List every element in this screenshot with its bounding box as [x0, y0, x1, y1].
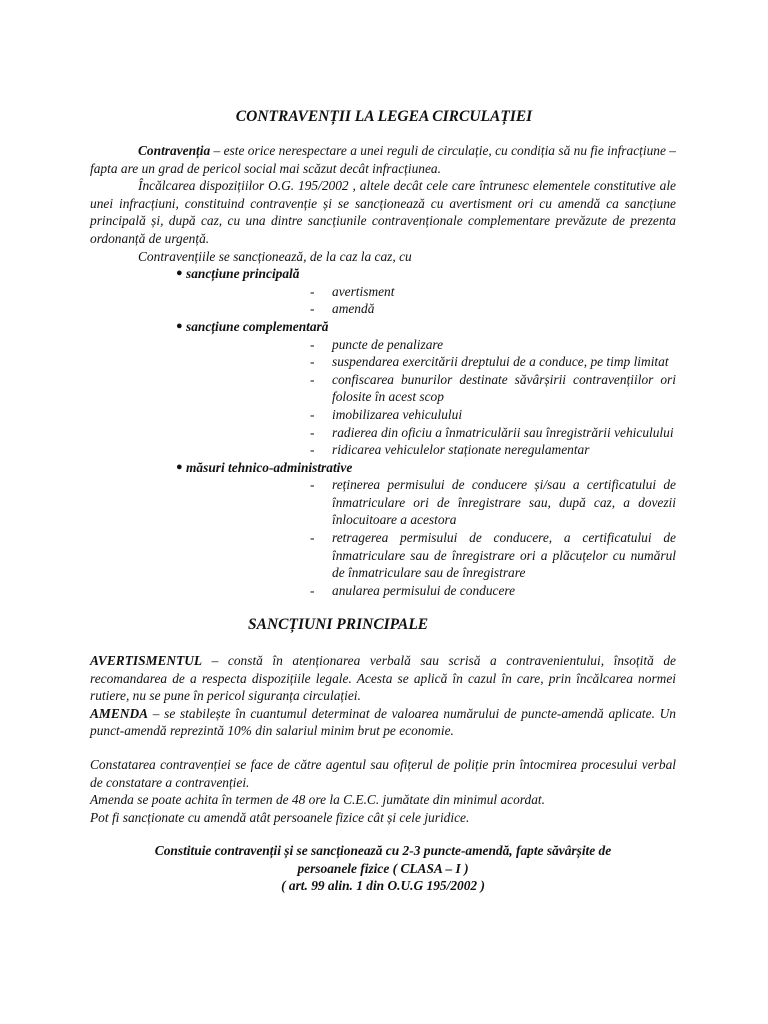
list-item: - ridicarea vehiculelor staționate neregulamentar	[310, 442, 590, 458]
class-heading-line1: Constituie contravenții și se sancționează cu 2-3 puncte-amendă, fapte săvârșite de	[154, 843, 612, 858]
avertisment-paragraph: AVERTISMENTUL – constă în atenționarea verbală sau scrisă a contravenientului, însoțită de recomandarea de a respecta dispozițiile legale. Acesta se aplică în cazul în care, prin încălcarea normei rutiere, nu se pune în pericol siguranța circulației.	[90, 653, 676, 704]
intro-paragraph-definition	[90, 142, 676, 177]
group-technical-measures	[90, 459, 676, 600]
intro-paragraph-law: Încălcarea dispozițiilor O.G. 195/2002 , altele decât cele care întrunesc elementele constitutive ale unei infracțiuni, constituind contravenție și se sancționează cu avertisment ori cu amendă ca sancțiune principală și, după caz, cu una dintre sancțiunile contravenționale complementare prevăzute de prezenta ordonanță de urgență.	[90, 178, 676, 246]
list-item: - confiscarea bunurilor destinate săvârșirii contravențiilor ori folosite în acest scop	[310, 371, 676, 405]
dash-icon: -	[310, 371, 315, 387]
dash-icon: -	[310, 301, 315, 317]
procedure-paragraph: Constatarea contravenției se face de către agentul sau ofițerul de poliție prin întocmirea procesului verbal de constatare a contravenției.	[90, 757, 676, 790]
list-item: - puncte de penalizare	[310, 336, 444, 352]
dash-icon: -	[310, 530, 315, 546]
list-item: - anularea permisului de conducere	[310, 582, 516, 598]
main-sanctions-section	[90, 652, 676, 740]
group-label: sancțiune principală	[186, 266, 300, 282]
dash-icon: -	[310, 442, 315, 458]
class-heading-reference: ( art. 99 alin. 1 din O.U.G 195/2002 )	[281, 878, 485, 894]
term-contraventia: Contravenția	[138, 143, 211, 158]
group-label: sancțiune complementară	[186, 318, 329, 334]
group-items	[174, 283, 676, 318]
sanction-groups	[90, 265, 676, 599]
list-item: - amendă	[310, 301, 375, 317]
amenda-paragraph: AMENDA – se stabilește în cuantumul determinat de valoarea numărului de puncte-amendă aplicate. Un punct-amendă reprezintă 10% din salariul minim brut pe economie.	[90, 705, 676, 739]
dash-icon: -	[310, 336, 315, 352]
list-item: - radierea din oficiu a înmatriculării sau înregistrării vehiculului	[310, 424, 674, 440]
section-title-main-sanctions: SANCȚIUNI PRINCIPALE	[248, 616, 429, 633]
class-heading	[90, 842, 676, 895]
group-items	[174, 476, 676, 599]
intro-paragraph-sanctions: Contravențiile se sancționează, de la caz la caz, cu	[138, 248, 412, 264]
list-item: - suspendarea exercitării dreptului de a conduce, pe timp limitat	[310, 354, 669, 370]
dash-icon: -	[310, 406, 315, 422]
term-amenda: AMENDA	[90, 705, 149, 721]
definition-text: – este orice nerespectare a unei reguli de circulație, cu condiția să nu fie infracțiune – fapta are un grad de pericol social mai scăzut decât infracțiunea.	[90, 143, 676, 176]
bullet-icon: ●	[176, 267, 183, 280]
bullet-icon: ●	[176, 319, 183, 332]
list-item: - retragerea permisului de conducere, a certificatului de înmatriculare sau de înregistrare ori a plăcuțelor cu numărul de înmatriculare sau de înregistrare	[310, 530, 676, 581]
intro-section	[90, 142, 676, 599]
list-item: - imobilizarea vehiculului	[310, 406, 463, 422]
dash-icon: -	[310, 477, 315, 493]
payment-paragraph: Amenda se poate achita în termen de 48 ore la C.E.C. jumătate din minimul acordat.	[90, 792, 545, 808]
procedure-section	[90, 756, 676, 826]
dash-icon: -	[310, 424, 315, 440]
list-item: - reținerea permisului de conducere și/sau a certificatului de înmatriculare ori de înregistrare sau, după caz, a dovezii înlocuitoare a acestora	[310, 477, 676, 528]
class-heading-line2: persoanele fizice ( CLASA – I )	[297, 860, 469, 876]
group-complementary-sanction	[90, 318, 676, 459]
document-title: CONTRAVENȚII LA LEGEA CIRCULAȚIEI	[235, 108, 533, 125]
group-main-sanction	[90, 265, 676, 318]
dash-icon: -	[310, 283, 315, 299]
group-label: măsuri tehnico-administrative	[186, 459, 353, 475]
dash-icon: -	[310, 354, 315, 370]
bullet-icon: ●	[176, 460, 183, 473]
dash-icon: -	[310, 582, 315, 598]
term-avertismentul: AVERTISMENTUL	[90, 653, 203, 668]
applicability-paragraph: Pot fi sancționate cu amendă atât persoanele fizice cât și cele juridice.	[90, 809, 470, 825]
list-item: - avertisment	[310, 283, 395, 299]
group-items	[174, 336, 676, 459]
